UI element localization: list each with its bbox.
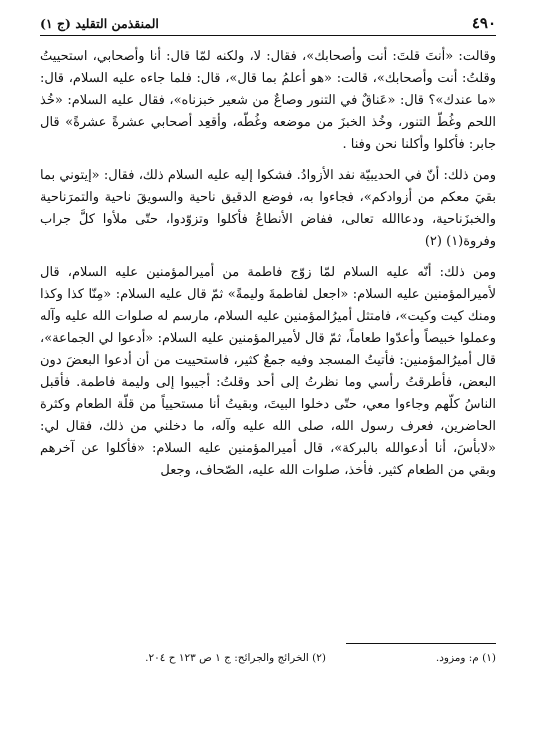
body-text: [40, 46, 496, 482]
paragraph-3: ومن ذلك: أنّه عليه السلام لمّا زوّج فاطمة من أميرالمؤمنين عليه السلام، قال لأميرالمؤمنين عليه السلام: «اجعل لفاطمةَ وليمةً» ثمّ قال عليه السلام: «مِنّا كذا وكذا ومنك كيت وكيت»، فامتثل أميرُالمؤمنين عليه السلام، مارسم له صلوات الله عليه وآله وعملوا خبيصاً وأعدّوا طعاماً، ثمّ قال لأميرالمؤمنين عليه السلام: «أدعوا لي الجماعة»، قال أميرُالمؤمنين: فأتيتُ المسجد وفيه جمعٌ كثير، فاستحييت من أن أدعوا البعضَ دون البعض، فأطرقتُ رأسي وما نظرتُ إلى أحد وقلتُ: أجيبوا إلى وليمة فاطمة. فأقبل الناسُ كلّهم وجاءوا معي، حتّى دخلوا البيتَ، وبقيتُ أنا مستحيياً من قلّة الطعام وكثرة الحاضرين، فعرف رسول الله، صلى الله عليه وآله، ما دخلني من ذلك، فقال لي: «لابأسَ، أنا أدعوالله بالبركة»، قال أميرالمؤمنين عليه السلام: «فأكلوا عن آخرهم وبقي من الطعام كثير. فأخذ، صلوات الله عليه، الصّحاف، وجعل: [40, 265, 496, 478]
paragraph-2: ومن ذلك: أنّ في الحديبيّة نفد الأزوادُ. فشكوا إليه عليه السلام ذلك، فقال: «إيتوني بما بقيَ معكم من أزوادكم»، فجاءوا به، فوضع الدقيق ناحية والسويقَ ناحية والتمرَناحية والخبزَناحية، ودعاالله تعالى، ففاض الأنطاعُ فأكلوا وتزوّدوا، حتّى ملأوا كلَّ جراب وفروة(١) (٢): [40, 168, 496, 249]
footnote-1: (١) م: ومزود.: [435, 652, 496, 664]
header-rule: [40, 35, 496, 36]
footnotes: [40, 652, 496, 672]
page-number: ٤٩٠: [471, 14, 496, 32]
page-header: [40, 14, 496, 36]
paragraph-1: وقالت: «أنتَ قلتَ: أنت وأصحابك»، فقال: لا، ولكنه لمّا قال: أنا وأصحابي، استحييتُ وقلتُ: أنت وأصحابك»، قالت: «هو أعلمُ بما قال»، قال: فلما جاءه عليه السلام، قال: «ما عندك»؟ قال: «عَناقٌ في التنور وصاعٌ من شعير خبزناه»، فقال عليه السلام: «خُذ اللحم وغُطّ التنور، وخُذ الخبزَ من موضعه وغُطّه، وأقعِد أصحابي عشرةً عشرةً» قال جابر: فأكلوا وأكلنا نحن وفنا .: [40, 49, 496, 152]
footnote-rule: [346, 643, 496, 644]
running-title: المنقذمن التقليد (ج ١): [40, 16, 159, 31]
footnote-2: (٢) الخرائج والجرائح: ج ١ ص ١٢٣ ح ٢٠٤.: [145, 652, 326, 664]
